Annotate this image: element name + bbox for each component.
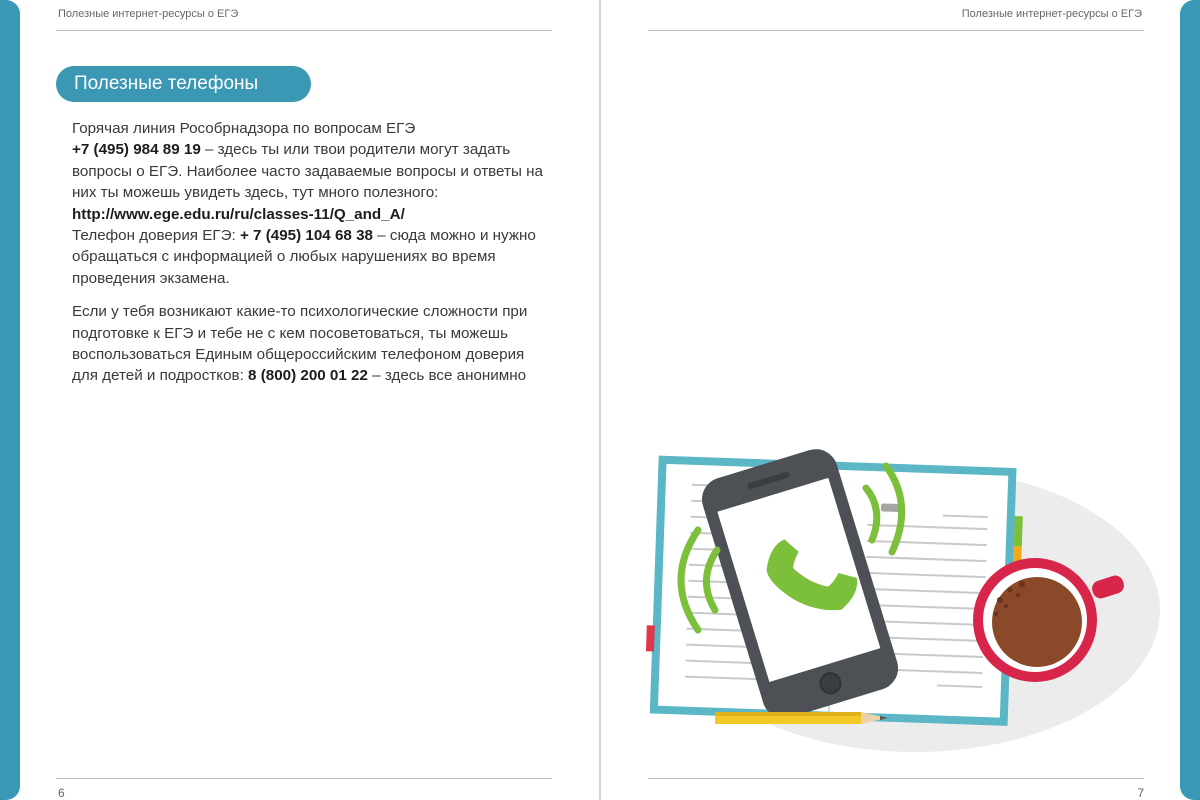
header-rule-right (648, 30, 1144, 31)
footer-rule-left (56, 778, 552, 779)
right-side-tab (1180, 0, 1200, 800)
anonymous-note: – здесь все анонимно (367, 367, 527, 385)
children-trust-phone: 8 (800) 200 01 22 (248, 367, 368, 385)
tab-marker-red (646, 625, 655, 651)
running-head-right: Полезные интернет-ресурсы о ЕГЭ (961, 8, 1142, 20)
page-number-left: 6 (58, 786, 65, 800)
trust-line-description: – сюда можно и нужно обращаться с информацией о любых нарушениях во время проведения экзамена. (72, 227, 536, 287)
tab-marker-green (1014, 516, 1023, 546)
section-title-pill: Полезные телефоны (56, 66, 311, 102)
running-head-left: Полезные интернет-ресурсы о ЕГЭ (58, 8, 239, 20)
book-spine (599, 0, 601, 800)
left-side-tab (0, 0, 20, 800)
hotline-description: – здесь ты или твои родители могут задать вопросы о ЕГЭ. Наиболее часто задаваемые вопросы и ответы на них ты можешь увидеть здесь, тут много полезного: (72, 141, 543, 202)
paragraph-psychological-help (72, 301, 552, 387)
page-number-right: 7 (1137, 786, 1144, 800)
trust-line-label: Телефон доверия ЕГЭ: (72, 227, 240, 245)
hotline-phone: +7 (495) 984 89 19 (72, 141, 201, 159)
header-rule-left (56, 30, 552, 31)
psych-help-text: Если у тебя возникают какие-то психологические сложности при подготовке к ЕГЭ и тебе не с кем посоветоваться, ты можешь воспользоваться Единым общероссийским телефоном доверия для детей и подростков: (72, 303, 528, 385)
hotline-intro: Горячая линия Рособрнадзора по вопросам ЕГЭ (72, 120, 416, 137)
faq-link[interactable]: http://www.ege.edu.ru/ru/classes-11/Q_and_A/ (72, 205, 405, 223)
phone-illustration (640, 420, 1160, 760)
trust-line-phone: + 7 (495) 104 68 38 (239, 227, 373, 245)
body-text (72, 118, 552, 399)
footer-rule-right (648, 778, 1144, 779)
pencil (715, 712, 888, 724)
paragraph-hotlines (72, 118, 552, 289)
